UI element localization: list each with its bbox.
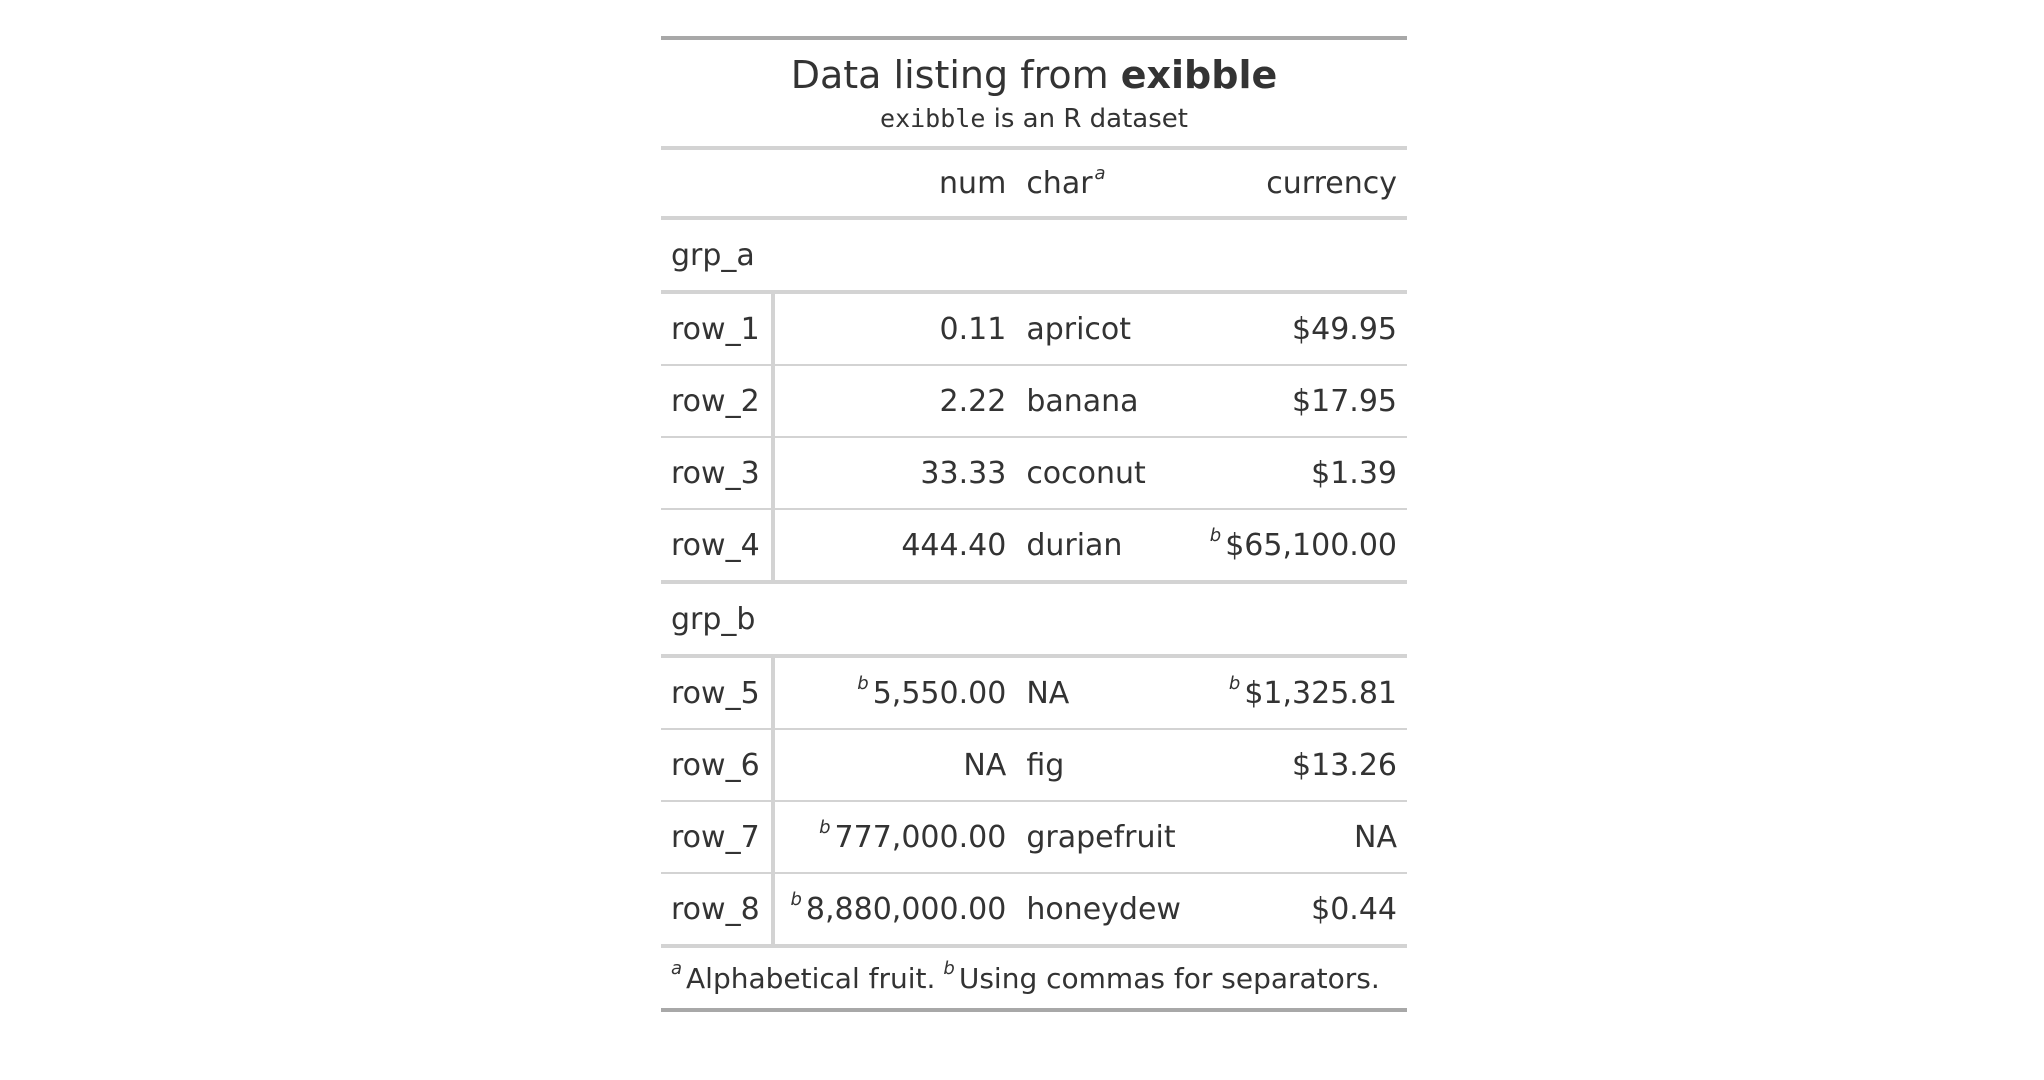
footnote-row: [661, 946, 1407, 1010]
table-row: [661, 729, 1407, 801]
cell-num: [773, 292, 1016, 365]
cell-num-value: 33.33: [920, 455, 1007, 491]
cell-num-value: NA: [963, 747, 1007, 783]
cell-char: NA: [1016, 656, 1195, 729]
column-header-char-label: char: [1026, 165, 1093, 201]
footnote-mark: b: [790, 888, 802, 910]
row-stub: row_4: [661, 509, 773, 582]
gt-table-container: [661, 36, 1407, 1012]
row-stub: row_3: [661, 437, 773, 509]
cell-char: banana: [1016, 365, 1195, 437]
cell-currency: [1195, 437, 1407, 509]
footnote-mark: b: [1228, 672, 1241, 694]
cell-char: fig: [1016, 729, 1195, 801]
footnote-text: Using commas for separators.: [958, 961, 1380, 995]
subtitle-text: is an R dataset: [993, 104, 1188, 134]
cell-num-value: 5,550.00: [872, 675, 1007, 711]
row-group-heading: [661, 582, 1407, 656]
row-group-label: grp_a: [661, 218, 1407, 292]
table-title-prefix: Data listing from: [790, 53, 1109, 97]
table-title-bold: exibble: [1120, 53, 1278, 97]
table-row: [661, 437, 1407, 509]
cell-char: honeydew: [1016, 873, 1195, 946]
cell-currency-value: $49.95: [1292, 311, 1397, 347]
data-table: [661, 36, 1407, 1012]
cell-num-value: 444.40: [901, 527, 1007, 563]
row-stub: row_8: [661, 873, 773, 946]
footnote-mark: b: [1209, 524, 1222, 546]
table-row: [661, 801, 1407, 873]
row-stub: row_6: [661, 729, 773, 801]
title-row: [661, 38, 1407, 98]
row-stub: row_7: [661, 801, 773, 873]
table-row: [661, 292, 1407, 365]
cell-char: apricot: [1016, 292, 1195, 365]
row-stub: row_2: [661, 365, 773, 437]
column-header-row: [661, 148, 1407, 218]
cell-num-value: 2.22: [939, 383, 1007, 419]
column-header-char: [1016, 148, 1195, 218]
footnote-mark: b: [819, 816, 831, 838]
table-row: [661, 656, 1407, 729]
table-body: [661, 218, 1407, 946]
cell-num: [773, 801, 1016, 873]
stub-header: [661, 148, 773, 218]
cell-currency-value: $13.26: [1292, 747, 1397, 783]
column-header-num: num: [773, 148, 1016, 218]
cell-currency-value: $0.44: [1311, 891, 1397, 927]
footnote-mark: b: [943, 957, 955, 979]
cell-num-value: 0.11: [939, 311, 1007, 347]
footnote-mark: a: [671, 957, 683, 979]
cell-currency-value: $1.39: [1311, 455, 1397, 491]
footnote-text: Alphabetical fruit.: [686, 961, 936, 995]
cell-char: durian: [1016, 509, 1195, 582]
footnotes: [661, 946, 1407, 1010]
footnote-mark: b: [857, 672, 869, 694]
cell-currency-value: $65,100.00: [1225, 527, 1397, 563]
cell-num: [773, 729, 1016, 801]
cell-num-value: 777,000.00: [834, 819, 1007, 855]
cell-currency: [1195, 656, 1407, 729]
cell-currency: [1195, 729, 1407, 801]
table-title: [661, 38, 1407, 98]
cell-currency-value: NA: [1354, 819, 1397, 855]
row-stub: row_5: [661, 656, 773, 729]
row-group-heading: [661, 218, 1407, 292]
cell-num-value: 8,880,000.00: [805, 891, 1007, 927]
cell-currency: [1195, 509, 1407, 582]
table-subtitle: [661, 98, 1407, 148]
cell-num: [773, 509, 1016, 582]
table-row: [661, 509, 1407, 582]
cell-currency: [1195, 801, 1407, 873]
cell-currency: [1195, 292, 1407, 365]
footnote-mark: a: [1094, 162, 1106, 184]
cell-char: grapefruit: [1016, 801, 1195, 873]
cell-num: [773, 873, 1016, 946]
cell-num: [773, 365, 1016, 437]
cell-currency: [1195, 365, 1407, 437]
subtitle-row: [661, 98, 1407, 148]
cell-num: [773, 656, 1016, 729]
subtitle-code: exibble: [880, 104, 986, 133]
table-row: [661, 873, 1407, 946]
cell-num: [773, 437, 1016, 509]
row-stub: row_1: [661, 292, 773, 365]
cell-currency-value: $17.95: [1292, 383, 1397, 419]
cell-char: coconut: [1016, 437, 1195, 509]
column-header-currency: currency: [1195, 148, 1407, 218]
table-row: [661, 365, 1407, 437]
cell-currency: [1195, 873, 1407, 946]
row-group-label: grp_b: [661, 582, 1407, 656]
cell-currency-value: $1,325.81: [1244, 675, 1397, 711]
